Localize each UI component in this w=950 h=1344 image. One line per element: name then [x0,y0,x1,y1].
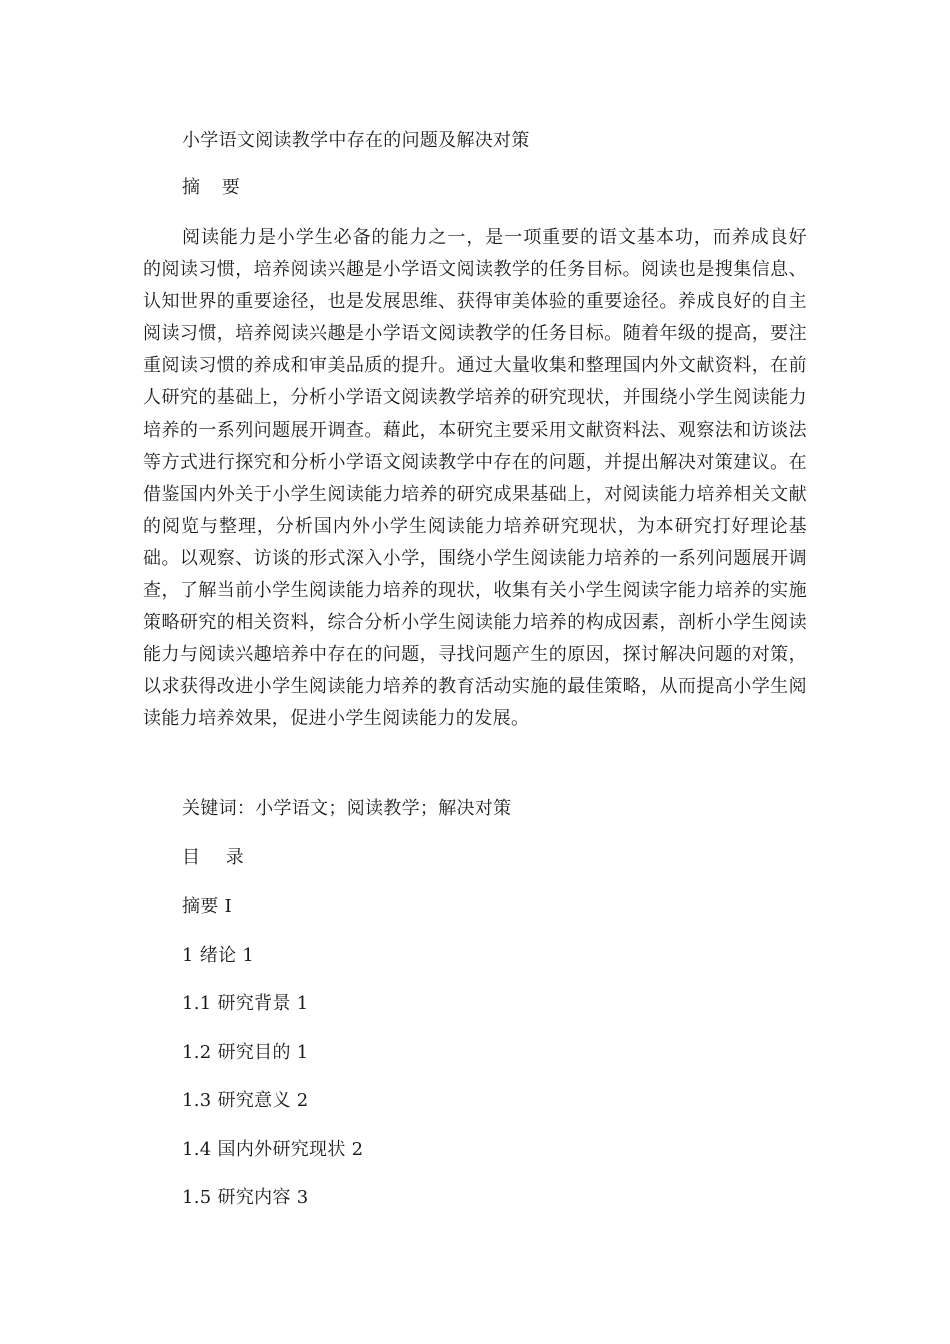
keywords-line: 关键词：小学语文；阅读教学；解决对策 [182,798,512,819]
toc-heading: 目 录 [182,847,254,868]
toc-entry: 1.1 研究背景 1 [182,993,309,1014]
toc-entry: 1 绪论 1 [182,944,255,966]
toc-entry: 1.4 国内外研究现状 2 [182,1138,364,1160]
toc-entry: 1.3 研究意义 2 [182,1090,309,1111]
toc-entry: 1.5 研究内容 3 [182,1187,309,1208]
abstract-paragraph: 阅读能力是小学生必备的能力之一，是一项重要的语文基本功，而养成良好的阅读习惯，培养阅读兴趣是小学语文阅读教学的任务目标。阅读也是搜集信息、认知世界的重要途径，也是发展思维、获得审美体验的重要途径。养成良好的自主阅读习惯，培养阅读兴趣是小学语文阅读教学的任务目标。随着年级的提高，要注重阅读习惯的养成和审美品质的提升。通过大量收集和整理国内外文献资料，在前人研究的基础上，分析小学语文阅读教学培养的研究现状，并围绕小学生阅读能力培养的一系列问题展开调查。藉此，本研究主要采用文献资料法、观察法和访谈法等方式进行探究和分析小学语文阅读教学中存在的问题，并提出解决对策建议。在借鉴国内外关于小学生阅读能力培养的研究成果基础上，对阅读能力培养相关文献的阅览与整理，分析国内外小学生阅读能力培养研究现状，为本研究打好理论基础。以观察、访谈的形式深入小学，围绕小学生阅读能力培养的一系列问题展开调查，了解当前小学生阅读能力培养的现状，收集有关小学生阅读字能力培养的实施策略研究的相关资料，综合分析小学生阅读能力培养的构成因素，剖析小学生阅读能力与阅读兴趣培养中存在的问题，寻找问题产生的原因，探讨解决问题的对策，以求获得改进小学生阅读能力培养的教育活动实施的最佳策略，从而提高小学生阅读能力培养效果，促进小学生阅读能力的发展。 [143,227,807,730]
document-title: 小学语文阅读教学中存在的问题及解决对策 [182,130,530,151]
abstract-heading: 摘 要 [182,177,248,198]
table-of-contents [182,895,363,1235]
toc-entry: 1.2 研究目的 1 [182,1041,309,1063]
toc-entry: 摘要 I [182,896,233,917]
